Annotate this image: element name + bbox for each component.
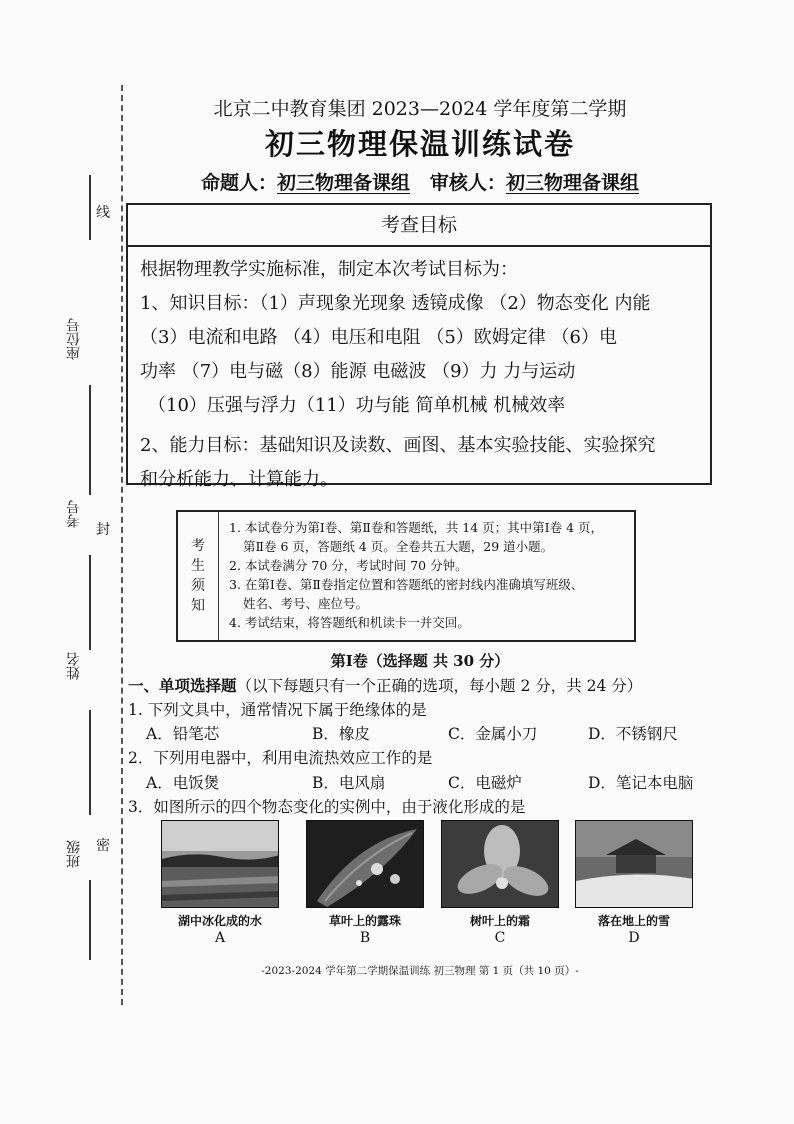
part-1-heading [128,674,642,696]
margin-label-name: 姓名 [66,652,82,680]
section-1-title: 第Ⅰ卷（选择题 共 30 分） [330,652,510,670]
figure-b-dew-image [306,820,424,908]
margin-label-line: 线 [96,205,110,221]
reviewer-name: 初三物理备课组 [505,172,639,194]
knowledge-line-4: （10）压强与浮力（11）功与能 简单机械 机械效率 [148,395,566,416]
margin-rule-seat [89,385,91,495]
question-2-option-c: C．电磁炉 [448,774,522,792]
candidate-notice-box [176,510,636,642]
question-2-option-d: D．笔记本电脑 [588,774,694,792]
figure-b-letter: B [359,930,371,946]
figure-a-letter: A [214,930,226,946]
notice-label [178,512,219,640]
notice-line-4: 3. 在第Ⅰ卷、第Ⅱ卷指定位置和答题纸的密封线内准确填写班级、 [229,577,584,592]
question-1-option-d: D．不锈钢尺 [588,725,678,743]
notice-char-3: 须 [191,578,205,594]
objectives-intro: 根据物理教学实施标准，制定本次考试目标为： [140,259,518,280]
margin-rule-exam [89,555,91,650]
knowledge-line-3: 功率 （7）电与磁（8）能源 电磁波 （9）力 力与运动 [140,361,576,382]
margin-label-seal: 封 [96,522,110,538]
question-1-option-c: C．金属小刀 [448,725,538,743]
figure-a-lake-image [161,820,279,908]
author-name: 初三物理备课组 [277,172,411,194]
margin-label-class: 班级 [66,840,82,868]
figure-d-snow-image [575,820,693,908]
school-term-line: 北京二中教育集团 2023—2024 学年度第二学期 [213,98,627,120]
question-1-option-b: B．橡皮 [312,725,370,743]
part-1-title: 一、单项选择题 [128,676,237,695]
figure-a-caption: 湖中冰化成的水 [177,914,262,928]
margin-label-examno: 考号 [66,500,82,528]
binding-dashed-line [121,85,123,1005]
question-2-stem: 2．下列用电器中，利用电流热效应工作的是 [128,749,433,767]
figure-d-letter: D [628,930,640,946]
author-line [130,168,710,195]
objectives-box [126,203,712,490]
question-1-option-a: A．铅笔芯 [146,725,220,743]
notice-content [219,512,634,640]
objectives-body [128,247,710,497]
notice-line-6: 4. 考试结束，将答题纸和机读卡一并交回。 [229,615,470,630]
knowledge-line-1: 1、知识目标：（1）声现象光现象 透镜成像 （2）物态变化 内能 [140,293,651,314]
figure-b-caption: 草叶上的露珠 [328,914,401,928]
notice-line-5: 姓名、考号、座位号。 [243,596,369,611]
ability-line-1: 2、能力目标：基础知识及读数、画图、基本实验技能、实验探究 [140,435,656,456]
figure-c-letter: C [494,930,506,946]
part-1-description: （以下每题只有一个正确的选项，每小题 2 分，共 24 分） [236,677,643,695]
question-2-option-b: B．电风扇 [312,774,386,792]
objectives-title: 考查目标 [128,205,710,247]
exam-title: 初三物理保温训练试卷 [264,127,575,161]
question-3-stem: 3．如图所示的四个物态变化的实例中，由于液化形成的是 [128,798,526,816]
ability-line-2: 和分析能力、计算能力。 [140,469,338,490]
notice-char-1: 考 [191,538,205,554]
author-label: 命题人： [201,172,278,194]
notice-line-2: 第Ⅱ卷 6 页，答题纸 4 页。全卷共五大题，29 道小题。 [243,539,554,554]
question-2-option-a: A．电饭煲 [146,774,220,792]
figure-d-caption: 落在地上的雪 [597,914,670,928]
notice-line-1: 1. 本试卷分为第Ⅰ卷、第Ⅱ卷和答题纸，共 14 页；其中第Ⅰ卷 4 页， [229,520,604,535]
margin-label-secret: 密 [96,838,110,854]
notice-char-4: 知 [191,598,205,614]
margin-rule-name [89,710,91,815]
margin-label-seat: 座位号 [66,318,82,360]
reviewer-label: 审核人： [429,172,506,194]
page-footer: -2023-2024 学年第二学期保温训练 初三物理 第 1 页（共 10 页）- [261,965,579,977]
figure-c-frost-image [441,820,559,908]
notice-line-3: 2. 本试卷满分 70 分，考试时间 70 分钟。 [229,558,468,573]
question-1-stem: 1. 下列文具中，通常情况下属于绝缘体的是 [128,701,427,719]
figure-c-caption: 树叶上的霜 [469,914,530,928]
notice-char-2: 生 [191,558,205,574]
knowledge-line-2: （3）电流和电路 （4）电压和电阻 （5）欧姆定律 （6）电 [140,327,617,348]
margin-rule-top [89,175,91,240]
margin-rule-class [89,880,91,960]
